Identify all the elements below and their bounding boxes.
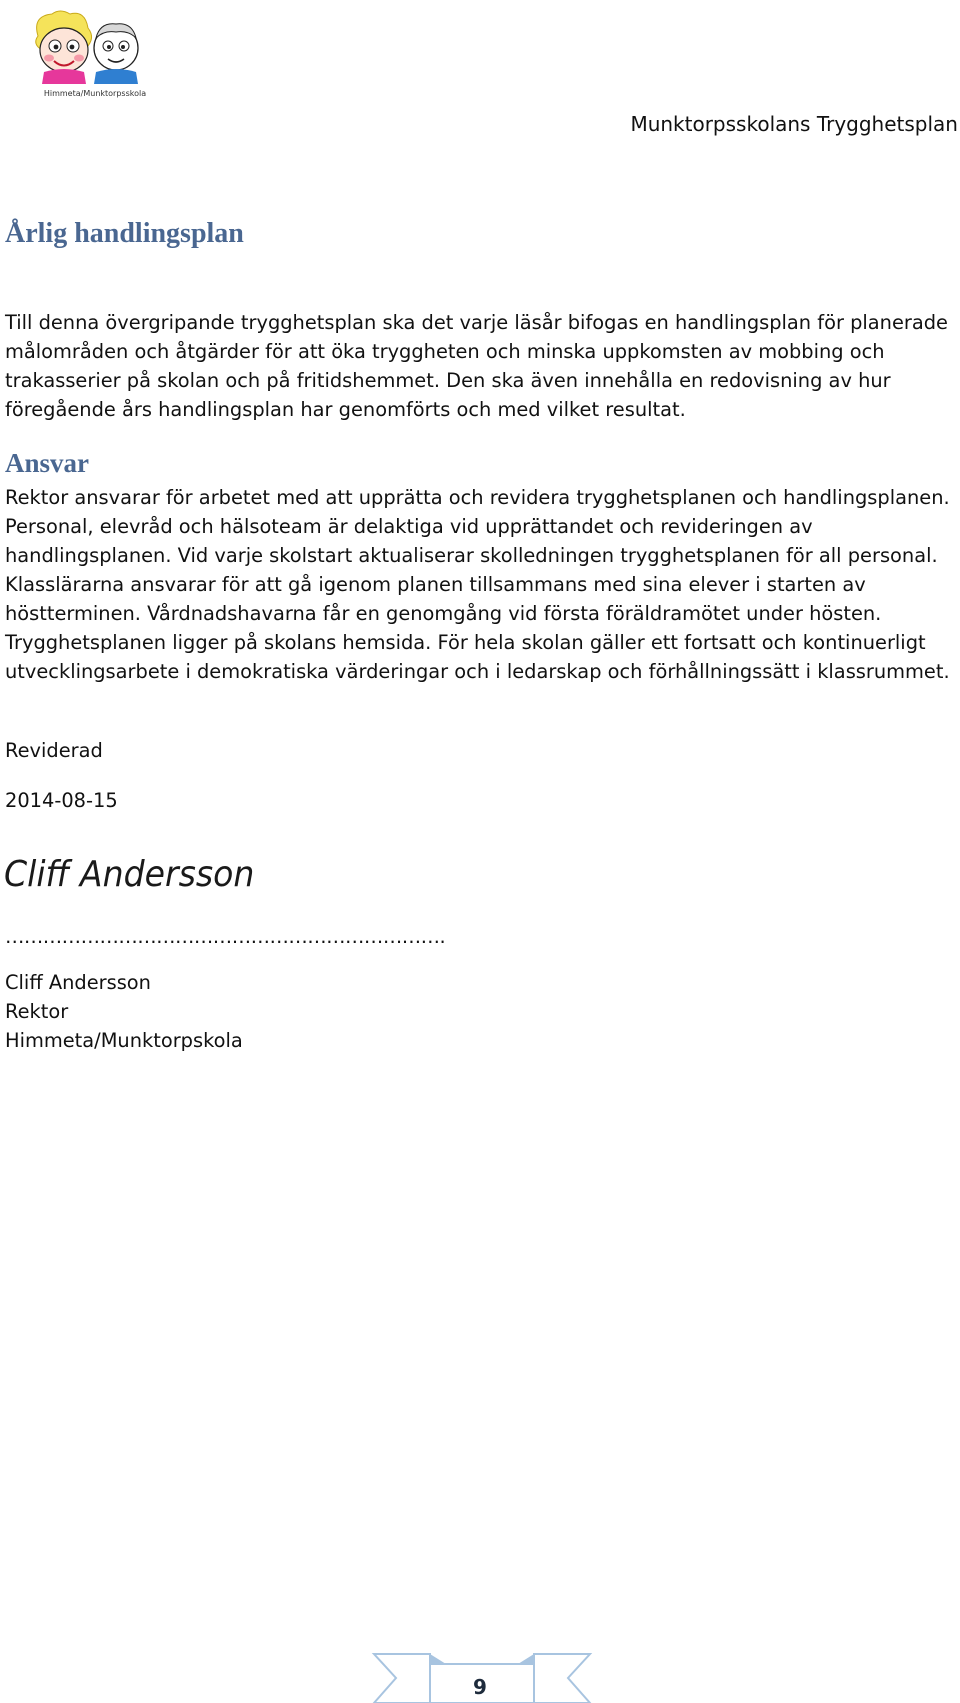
signatory-name: Cliff Andersson [5,971,151,994]
revision-date: 2014-08-15 [5,789,118,812]
handwritten-signature [4,842,255,902]
revision-label: Reviderad [5,739,103,762]
document-header-title: Munktorpsskolans Trygghetsplan [630,112,958,136]
signatory-role: Rektor [5,1000,69,1023]
section-heading-ansvar: Ansvar [5,448,90,478]
section-paragraph-ansvar: Rektor ansvarar för arbetet med att upprätta och revidera trygghetsplanen och handlingsplanen. Personal, elevråd och hälsoteam är delaktiga vid upprättandet och revideringen av handlingsplanen. Vid varje skolstart aktualiserar skolledningen trygghetsplanen för all personal. Klasslärarna ansvarar för att gå igenom planen tillsammans med sina elever i starten av höstterminen. Vårdnadshavarna får en genomgång vid första föräldramötet under hösten. Trygghetsplanen ligger på skolans hemsida. För hela skolan gäller ett fortsatt och kontinuerligt utvecklingsarbete i demokratiska värderingar och i ledarskap och förhållningssätt i klassrummet. [5,486,950,683]
signature-dotted-line: ……………………………………………………………. [5,925,446,948]
section-heading-arlig-handlingsplan: Årlig handlingsplan [5,218,244,249]
page-number: 9 [473,1675,487,1699]
school-logo [30,8,160,100]
signatory-school: Himmeta/Munktorpskola [5,1029,243,1052]
signature-text: Cliff Andersson [4,853,255,896]
boy-face-icon [94,24,138,84]
logo-caption: Himmeta/Munktorpsskola [43,89,147,98]
section-paragraph-handlingsplan: Till denna övergripande trygghetsplan ska det varje läsår bifogas en handlingsplan för planerade målområden och åtgärder för att öka tryggheten och minska uppkomsten av mobbing och trakasserier på skolan och på fritidshemmet. Den ska även innehålla en redovisning av hur föregående års handlingsplan har genomförts och med vilket resultat. [5,311,948,421]
girl-face-icon [36,11,92,84]
